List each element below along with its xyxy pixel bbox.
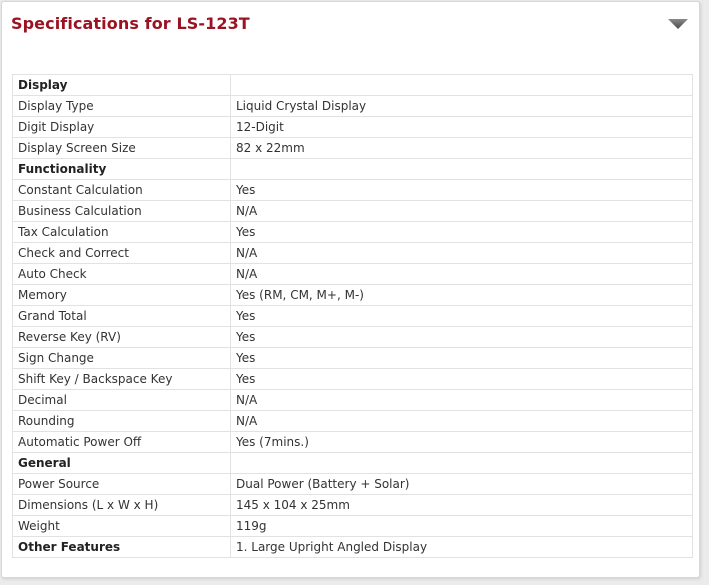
spec-value: Yes (231, 327, 693, 348)
spec-label: Display Screen Size (13, 138, 231, 159)
table-row (13, 201, 693, 222)
spec-value: N/A (231, 390, 693, 411)
spec-label: Decimal (13, 390, 231, 411)
spec-value: 119g (231, 516, 693, 537)
spec-value (231, 159, 693, 180)
spec-value (231, 75, 693, 96)
table-row (13, 138, 693, 159)
table-row (13, 390, 693, 411)
spec-label: Constant Calculation (13, 180, 231, 201)
specifications-table (12, 74, 693, 558)
spec-value: Dual Power (Battery + Solar) (231, 474, 693, 495)
spec-value: 1. Large Upright Angled Display (231, 537, 693, 558)
table-row (13, 306, 693, 327)
table-row (13, 327, 693, 348)
table-row (13, 348, 693, 369)
spec-value: 145 x 104 x 25mm (231, 495, 693, 516)
section-header: General (13, 453, 231, 474)
section-row-functionality (13, 159, 693, 180)
spec-label: Auto Check (13, 264, 231, 285)
table-row (13, 411, 693, 432)
table-row (13, 369, 693, 390)
spec-value: Yes (RM, CM, M+, M-) (231, 285, 693, 306)
spec-label: Weight (13, 516, 231, 537)
spec-label: Dimensions (L x W x H) (13, 495, 231, 516)
specifications-panel (1, 1, 700, 578)
section-header: Other Features (13, 537, 231, 558)
spec-value: Yes (231, 369, 693, 390)
section-header: Display (13, 75, 231, 96)
spec-label: Digit Display (13, 117, 231, 138)
spec-value: N/A (231, 201, 693, 222)
triangle-down-icon (666, 16, 690, 32)
spec-label: Memory (13, 285, 231, 306)
table-row (13, 243, 693, 264)
spec-value: Yes (231, 306, 693, 327)
spec-label: Reverse Key (RV) (13, 327, 231, 348)
spec-label: Rounding (13, 411, 231, 432)
table-row (13, 495, 693, 516)
spec-label: Power Source (13, 474, 231, 495)
panel-title: Specifications for LS-123T (11, 14, 250, 33)
section-row-general (13, 453, 693, 474)
section-header: Functionality (13, 159, 231, 180)
spec-value (231, 453, 693, 474)
collapse-toggle-button[interactable] (666, 16, 690, 32)
spec-value: N/A (231, 243, 693, 264)
spec-value: Yes (231, 348, 693, 369)
spec-label: Shift Key / Backspace Key (13, 369, 231, 390)
spec-value: 82 x 22mm (231, 138, 693, 159)
table-row (13, 516, 693, 537)
table-row (13, 264, 693, 285)
spec-label: Sign Change (13, 348, 231, 369)
spec-label: Automatic Power Off (13, 432, 231, 453)
table-row (13, 285, 693, 306)
spec-label: Grand Total (13, 306, 231, 327)
spec-value: Yes (231, 180, 693, 201)
spec-value: N/A (231, 411, 693, 432)
spec-value: Liquid Crystal Display (231, 96, 693, 117)
table-row (13, 474, 693, 495)
table-row (13, 432, 693, 453)
spec-value: N/A (231, 264, 693, 285)
table-row (13, 180, 693, 201)
section-row-display (13, 75, 693, 96)
spec-label: Tax Calculation (13, 222, 231, 243)
spec-label: Check and Correct (13, 243, 231, 264)
spec-value: Yes (231, 222, 693, 243)
spec-label: Display Type (13, 96, 231, 117)
table-row (13, 117, 693, 138)
spec-label: Business Calculation (13, 201, 231, 222)
section-row-other-features (13, 537, 693, 558)
table-row (13, 222, 693, 243)
spec-value: 12-Digit (231, 117, 693, 138)
spec-value: Yes (7mins.) (231, 432, 693, 453)
table-row (13, 96, 693, 117)
